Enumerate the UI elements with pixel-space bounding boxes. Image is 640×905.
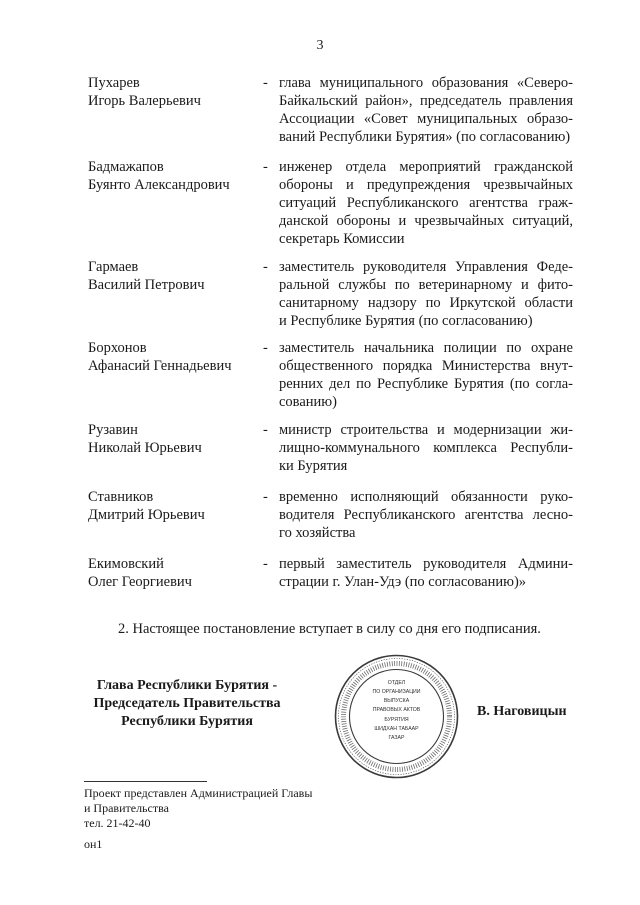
member-dash: - [263,75,268,91]
role-line: глава муниципального образования «Северо- [279,75,573,91]
member-dash: - [263,340,268,356]
member-given-name: Олег Георгиевич [88,574,192,590]
member-name [88,421,253,457]
seal-text-line: ГАЗАР [388,735,405,741]
role-line: ситуаций Республиканского агентства граж- [279,195,573,211]
footer-note [84,786,312,831]
role-line: министр строительства и модернизации жи- [279,422,573,438]
role-line: лищно-коммунального комплекса Республи- [279,440,573,456]
member-given-name: Афанасий Геннадьевич [88,358,232,374]
role-line: и Республике Бурятия (по согласованию) [279,313,533,329]
member-surname: Ставников [88,489,154,505]
role-line: Байкальский район», председатель правления [279,93,573,109]
member-surname: Екимовский [88,556,164,572]
member-surname: Рузавин [88,422,138,438]
member-role [279,488,573,542]
member-role [279,339,573,411]
signatory-title-line: Председатель Правительства [93,696,281,711]
member-role [279,421,573,475]
member-name [88,339,253,375]
signatory-name: В. Наговицын [477,704,567,719]
footer-line: тел. 21-42-40 [84,816,151,830]
paragraph-effective-date: 2. Настоящее постановление вступает в силу со дня его подписания. [118,621,541,637]
role-line: данской обороны и чрезвычайных ситуаций, [279,213,573,229]
role-line: ваний Республики Бурятия» (по согласованию) [279,129,571,145]
member-given-name: Василий Петрович [88,277,205,293]
member-name [88,555,253,591]
signatory-title-line: Республики Бурятия [121,714,253,729]
member-given-name: Буянто Александрович [88,177,230,193]
official-seal-stamp [333,653,460,780]
seal-text-line: ШИДХАН ТАБААР [374,726,419,732]
role-line: Ассоциации «Совет муниципальных образо- [279,111,573,127]
signatory-title-line: Глава Республики Бурятия - [96,678,278,693]
member-surname: Гармаев [88,259,139,275]
role-line: ренних дел по Республике Бурятия (по согла- [279,376,573,392]
role-line: первый заместитель руководителя Админи- [279,556,573,572]
footer-divider [84,781,207,782]
document-code: он1 [84,837,103,851]
member-name [88,74,253,110]
role-line: инженер отдела мероприятий гражданской [279,159,573,175]
member-surname: Бадмажапов [88,159,164,175]
seal-text-line: БУРЯТИЯ [384,717,409,723]
role-line: санитарному надзору по Иркутской области [279,295,573,311]
role-line: временно исполняющий обязанности руко- [279,489,573,505]
member-role [279,258,573,330]
role-line: сованию) [279,394,337,410]
page-number: 3 [316,38,324,53]
footer-line: Проект представлен Администрацией Главы [84,786,313,800]
role-line: заместитель начальника полиции по охране [279,340,573,356]
member-given-name: Игорь Валерьевич [88,93,201,109]
member-name [88,488,253,524]
role-line: страции г. Улан-Удэ (по согласованию)» [279,574,527,590]
member-dash: - [263,556,268,572]
role-line: водителя Республиканского агентства лесно- [279,507,573,523]
member-given-name: Дмитрий Юрьевич [88,507,205,523]
member-dash: - [263,159,268,175]
role-line: обороны и предупреждения чрезвычайных [279,177,573,193]
role-line: общественного порядка Министерства внут- [279,358,573,374]
seal-text-line: ОТДЕЛ [387,680,406,686]
member-surname: Борхонов [88,340,147,356]
role-line: ки Бурятия [279,458,348,474]
member-dash: - [263,422,268,438]
member-name [88,158,253,194]
member-surname: Пухарев [88,75,140,91]
member-dash: - [263,489,268,505]
member-role [279,555,573,591]
seal-text-line: ПРАВОВЫХ АКТОВ [372,707,421,713]
member-dash: - [263,259,268,275]
seal-text-line: ПО ОРГАНИЗАЦИИ [372,689,421,695]
role-line: заместитель руководителя Управления Феде- [279,259,573,275]
signatory-title [82,677,292,731]
member-name [88,258,253,294]
member-given-name: Николай Юрьевич [88,440,202,456]
member-role [279,158,573,248]
footer-line: и Правительства [84,801,169,815]
member-role [279,74,573,146]
role-line: секретарь Комиссии [279,231,405,247]
role-line: ральной службы по ветеринарному и фито- [279,277,573,293]
seal-text-line: ВЫПУСКА [383,698,410,704]
role-line: го хозяйства [279,525,356,541]
